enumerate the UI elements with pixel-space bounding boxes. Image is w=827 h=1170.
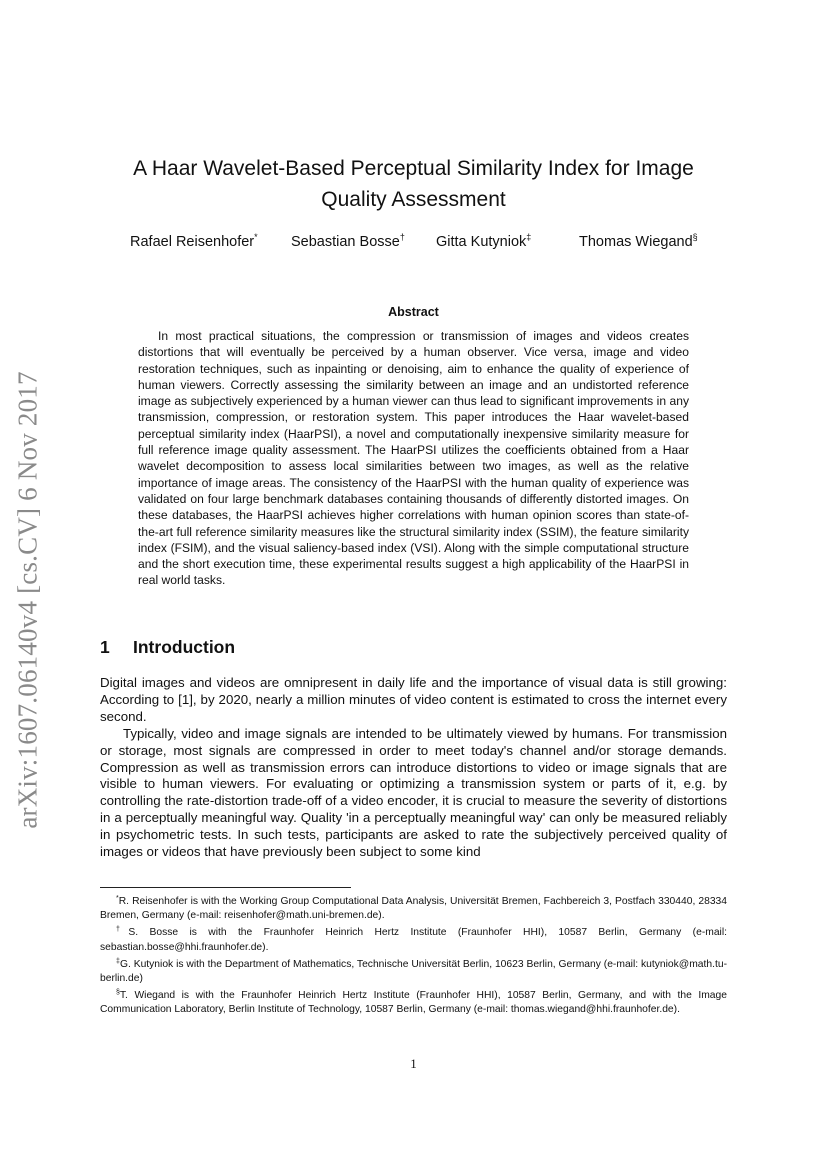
abstract-heading: Abstract <box>388 305 439 319</box>
author <box>130 232 258 250</box>
footnote <box>100 986 727 1017</box>
footnote-text: S. Bosse is with the Fraunhofer Heinrich Hertz Institute (Fraunhofer HHI), 10587 Berlin, Germany (e-mail: sebastian.bosse@hhi.fraunhofer.de). <box>100 927 727 953</box>
footnote-mark: † <box>399 232 405 242</box>
footnote <box>100 892 727 923</box>
author-name: Thomas Wiegand <box>579 234 693 250</box>
author-name: Sebastian Bosse <box>291 234 400 250</box>
author <box>579 232 698 250</box>
footnote-text: T. Wiegand is with the Fraunhofer Heinrich Hertz Institute (Fraunhofer HHI), 10587 Berlin, Germany, and with the Image Communication Laboratory, Berlin Institute of Technology, 10587 Berlin, Germany (e-mail: thomas.wiegand@hhi.fraunhofer.de). <box>100 990 727 1016</box>
section-body <box>100 675 727 861</box>
footnote-text: G. Kutyniok is with the Department of Mathematics, Technische Universität Berlin, 10623 Berlin, Germany (e-mail: kutyniok@math.tu-berlin.de) <box>100 958 727 985</box>
page-number: 1 <box>410 1056 417 1071</box>
footnote-mark: § <box>692 232 698 242</box>
footnote <box>100 955 727 986</box>
author-name: Gitta Kutyniok <box>436 234 527 250</box>
footnote-mark: ‡ <box>116 957 120 965</box>
author <box>436 232 531 250</box>
section-heading <box>100 637 235 658</box>
footnotes <box>100 892 727 1018</box>
footnote-mark: ‡ <box>526 232 532 242</box>
section-number: 1 <box>100 637 110 657</box>
author <box>291 232 405 250</box>
footnote-mark: § <box>116 989 120 997</box>
paragraph: Digital images and videos are omnipresent in daily life and the importance of visual data is still growing: According to [1], by 2020, nearly a million minutes of video content is estimated to cross the internet every second. <box>100 675 727 724</box>
abstract-text: In most practical situations, the compression or transmission of images and videos creates distortions that will eventually be perceived by a human observer. Vice versa, image and video restoration techniques, such as inpainting or denoising, aim to enhance the quality of experience of human viewers. Correctly assessing the similarity between an image and an undistorted reference image as subjectively experienced by a human viewer can thus lead to significant improvements in any transmission, compression, or restoration system. This paper introduces the Haar wavelet-based perceptual similarity index (HaarPSI), a novel and computationally inexpensive similarity measure for full reference image quality assessment. The HaarPSI utilizes the coefficients obtained from a Haar wavelet decomposition to assess local similarities between two images, as well as the relative importance of image areas. The consistency of the HaarPSI with the human quality of experience was validated on four large benchmark databases containing thousands of differently distorted images. On these databases, the HaarPSI achieves higher correlations with human opinion scores than state-of-the-art full reference similarity measures like the structural similarity index (SSIM), the feature similarity index (FSIM), and the visual saliency-based index (VSI). Along with the simple computational structure and the short execution time, these experimental results suggest a high applicability of the HaarPSI in real world tasks. <box>138 329 689 588</box>
footnote-mark: * <box>254 232 258 242</box>
footnote-divider <box>100 887 351 888</box>
author-name: Rafael Reisenhofer <box>130 234 255 250</box>
footnote-mark: † <box>116 926 129 934</box>
section-title: Introduction <box>133 637 236 657</box>
arxiv-stamp: arXiv:1607.06140v4 [cs.CV] 6 Nov 2017 <box>12 371 43 829</box>
footnote <box>100 923 727 954</box>
footnote-text: R. Reisenhofer is with the Working Group Computational Data Analysis, Universität Bremen, Fachbereich 3, Postfach 330440, 28334 Bremen, Germany (e-mail: reisenhofer@math.uni-bremen.de). <box>100 896 727 922</box>
paragraph: Typically, video and image signals are intended to be ultimately viewed by humans. For transmission or storage, most signals are compressed in order to meet today's channel and/or storage demands. Compression as well as transmission errors can introduce distortions to video or image signals that are visible to human viewers. For evaluating or optimizing a transmission system or parts of it, e.g. by controlling the rate-distortion trade-off of a video encoder, it is crucial to measure the severity of distortions in a perceptually meaningful way. Quality 'in a perceptually meaningful way' can only be measured reliably in psychometric tests. In such tests, participants are asked to rate the subjectively perceived quality of images or videos that have previously been subject to some kind <box>100 725 727 860</box>
footnote-mark: * <box>116 895 119 902</box>
paper-title: A Haar Wavelet-Based Perceptual Similarity Index for Image Quality Assessment <box>133 157 694 211</box>
